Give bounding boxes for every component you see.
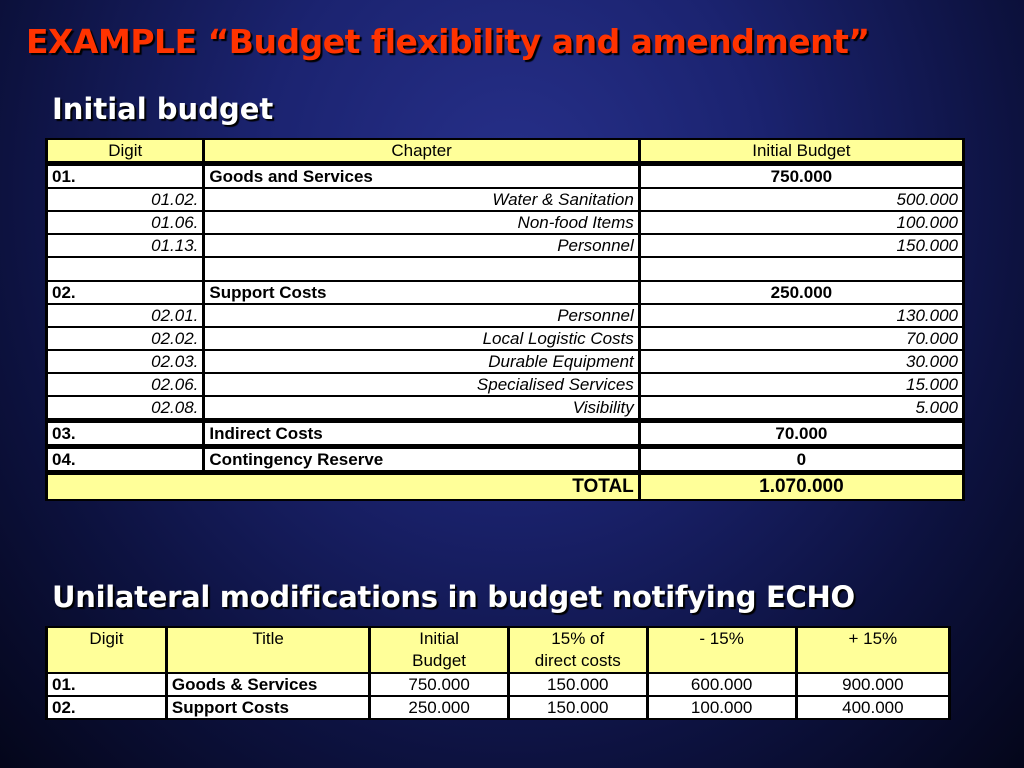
total-label: TOTAL xyxy=(48,475,638,499)
row-amount: 0 xyxy=(641,449,962,470)
row-chapter: Water & Sanitation xyxy=(205,189,637,210)
row-chapter: Goods and Services xyxy=(205,166,637,187)
table-row xyxy=(48,674,948,695)
empty-row xyxy=(48,258,962,280)
table-row xyxy=(48,423,962,444)
modifications-table xyxy=(45,626,951,720)
row-title: Support Costs xyxy=(168,697,368,718)
table-row xyxy=(48,449,962,470)
row-pct: 150.000 xyxy=(510,697,646,718)
row-chapter: Non-food Items xyxy=(205,212,637,233)
header-initial-budget xyxy=(371,628,507,672)
row-chapter: Visibility xyxy=(205,397,637,418)
table-row xyxy=(48,212,962,233)
row-digit: 02.01. xyxy=(48,305,202,326)
row-chapter: Support Costs xyxy=(205,282,637,303)
row-chapter: Indirect Costs xyxy=(205,423,637,444)
row-initial: 750.000 xyxy=(371,674,507,695)
total-amount: 1.070.000 xyxy=(641,475,962,499)
header-plus-15: + 15% xyxy=(798,628,948,672)
header-initial-budget: Initial Budget xyxy=(641,140,962,161)
row-amount: 30.000 xyxy=(641,351,962,372)
row-title: Goods & Services xyxy=(168,674,368,695)
row-digit: 01.13. xyxy=(48,235,202,256)
row-amount: 5.000 xyxy=(641,397,962,418)
row-amount: 250.000 xyxy=(641,282,962,303)
table-header-row xyxy=(48,140,962,161)
row-digit: 01.02. xyxy=(48,189,202,210)
row-digit: 02.06. xyxy=(48,374,202,395)
initial-budget-table xyxy=(45,138,965,501)
header-digit: Digit xyxy=(48,628,165,672)
header-15pct-direct xyxy=(510,628,646,672)
row-chapter: Contingency Reserve xyxy=(205,449,637,470)
header-initial-line2: Budget xyxy=(412,651,467,670)
table-row xyxy=(48,235,962,256)
row-chapter: Local Logistic Costs xyxy=(205,328,637,349)
table-row xyxy=(48,166,962,187)
row-amount: 500.000 xyxy=(641,189,962,210)
initial-budget-heading: Initial budget xyxy=(52,92,274,126)
table-row xyxy=(48,282,962,303)
total-row xyxy=(48,475,962,499)
table-header-row xyxy=(48,628,948,672)
row-digit: 02.02. xyxy=(48,328,202,349)
row-minus: 600.000 xyxy=(649,674,795,695)
modifications-heading: Unilateral modifications in budget notifying ECHO xyxy=(52,580,855,614)
header-minus-15: - 15% xyxy=(649,628,795,672)
row-chapter: Personnel xyxy=(205,305,637,326)
header-title: Title xyxy=(168,628,368,672)
table-row xyxy=(48,397,962,418)
table-row xyxy=(48,697,948,718)
row-amount: 750.000 xyxy=(641,166,962,187)
header-chapter: Chapter xyxy=(205,140,637,161)
row-chapter: Durable Equipment xyxy=(205,351,637,372)
table-row xyxy=(48,189,962,210)
row-minus: 100.000 xyxy=(649,697,795,718)
row-digit: 02. xyxy=(48,282,202,303)
row-digit: 02.03. xyxy=(48,351,202,372)
row-digit: 04. xyxy=(48,449,202,470)
row-amount: 100.000 xyxy=(641,212,962,233)
table-row xyxy=(48,374,962,395)
row-chapter: Personnel xyxy=(205,235,637,256)
row-digit: 02.08. xyxy=(48,397,202,418)
row-amount: 70.000 xyxy=(641,328,962,349)
row-plus: 900.000 xyxy=(798,674,948,695)
slide-title: EXAMPLE “Budget flexibility and amendment” xyxy=(26,22,870,61)
row-amount: 130.000 xyxy=(641,305,962,326)
header-pct-line1: 15% of xyxy=(551,629,605,648)
row-amount: 15.000 xyxy=(641,374,962,395)
row-digit: 01.06. xyxy=(48,212,202,233)
header-pct-line2: direct costs xyxy=(534,651,621,670)
table-row xyxy=(48,328,962,349)
row-amount: 70.000 xyxy=(641,423,962,444)
row-pct: 150.000 xyxy=(510,674,646,695)
row-initial: 250.000 xyxy=(371,697,507,718)
row-chapter: Specialised Services xyxy=(205,374,637,395)
header-digit: Digit xyxy=(48,140,202,161)
row-digit: 01. xyxy=(48,674,165,695)
table-row xyxy=(48,351,962,372)
table-row xyxy=(48,305,962,326)
row-digit: 03. xyxy=(48,423,202,444)
row-digit: 01. xyxy=(48,166,202,187)
row-digit: 02. xyxy=(48,697,165,718)
row-amount: 150.000 xyxy=(641,235,962,256)
row-plus: 400.000 xyxy=(798,697,948,718)
header-initial-line1: Initial xyxy=(419,629,459,648)
